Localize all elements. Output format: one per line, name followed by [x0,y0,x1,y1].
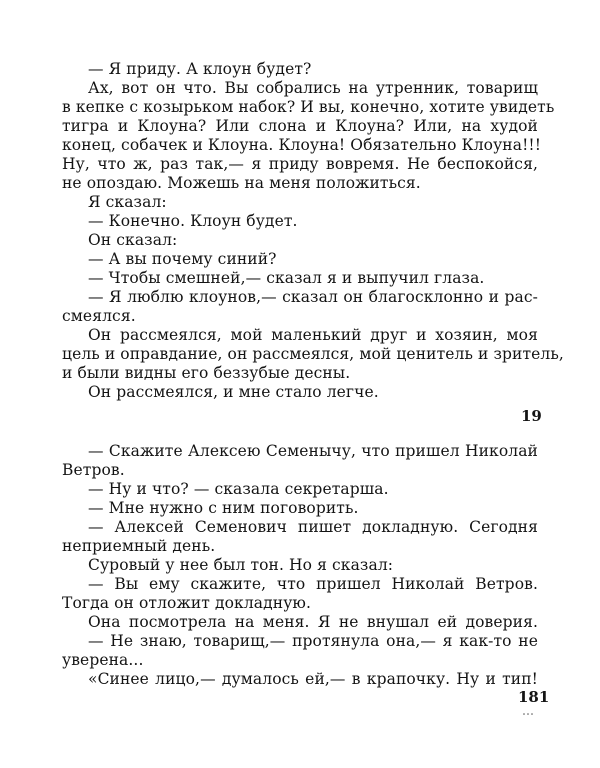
text-line: — Алексей Семенович пишет докладную. Сегодня [88,518,538,536]
text-line: тигра и Клоуна? Или слона и Клоуна? Или, на худой [62,117,538,135]
text-line: — Не знаю, товарищ,— протянула она,— я как-то не [88,632,538,650]
text-line: в кепке с козырьком набок? И вы, конечно, хотите увидеть [62,98,555,116]
text-line: — Чтобы смешней,— сказал я и выпучил глаза. [88,269,485,287]
text-line: «Синее лицо,— думалось ей,— в крапочку. Ну и тип! [88,670,538,688]
text-line: неприемный день. [62,537,216,555]
text-line: — Ну и что? — сказала секретарша. [88,480,389,498]
page-number: 181 [518,688,550,706]
print-specks [520,710,540,718]
text-line: Суровый у нее был тон. Но я сказал: [88,556,394,574]
text-line: — Я люблю клоунов,— сказал он благосклонно и рас- [88,288,538,306]
text-line: — Конечно. Клоун будет. [88,212,298,230]
text-line: Ну, что ж, раз так,— я приду вовремя. Не беспокойся, [62,155,538,173]
text-line: Тогда он отложит докладную. [62,594,312,612]
text-line: Он рассмеялся, мой маленький друг и хозяин, моя [88,326,538,344]
text-line: уверена... [62,651,144,669]
text-line: — Я приду. А клоун будет? [88,60,312,78]
text-line: Ветров. [62,461,125,479]
text-line: — Мне нужно с ним поговорить. [88,499,359,517]
text-line: — А вы почему синий? [88,250,277,268]
text-line: и были видны его беззубые десны. [62,364,351,382]
text-line: — Скажите Алексею Семенычу, что пришел Николай [88,442,538,460]
text-line: Он рассмеялся, и мне стало легче. [88,383,379,401]
text-line: не опоздаю. Можешь на меня положиться. [62,174,421,192]
text-line: Он сказал: [88,231,178,249]
text-line: смеялся. [62,307,136,325]
text-line: конец, собачек и Клоуна. Клоуна! Обязательно Клоуна!!! [62,136,542,154]
text-line: Она посмотрела на меня. Я не внушал ей доверия. [88,613,538,631]
chapter-number: 19 [521,407,542,425]
text-line: цель и оправдание, он рассмеялся, мой ценитель и зритель, [62,345,564,363]
text-line: Ах, вот он что. Вы собрались на утренник, товарищ [88,79,538,97]
text-line: Я сказал: [88,193,167,211]
text-line: — Вы ему скажите, что пришел Николай Ветров. [88,575,538,593]
